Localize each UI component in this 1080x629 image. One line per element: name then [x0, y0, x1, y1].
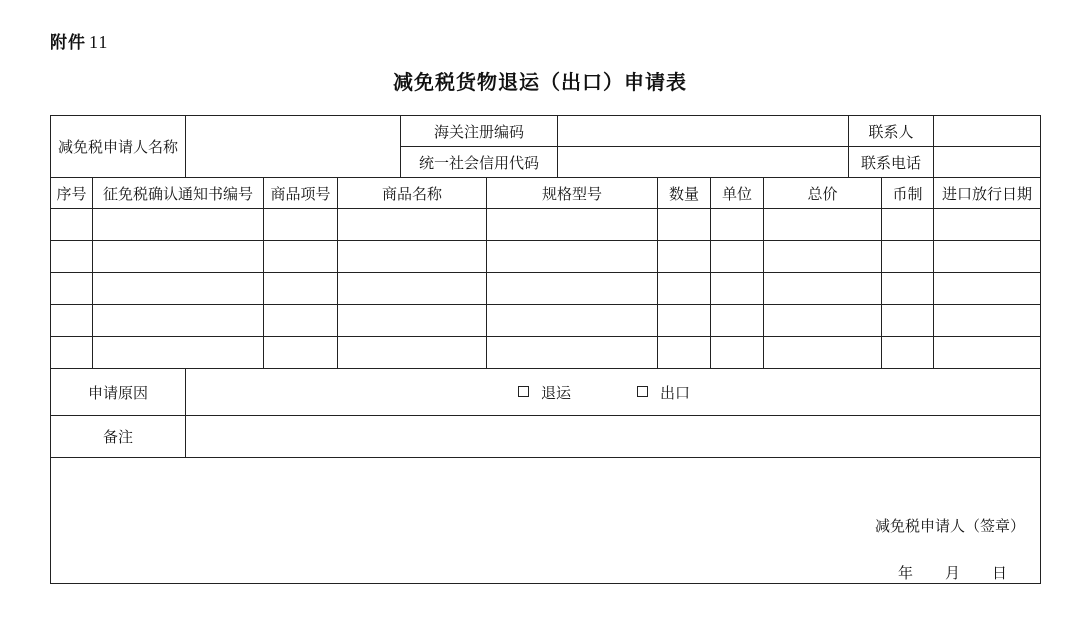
cell-seq[interactable]: [51, 209, 93, 241]
cell-item-no[interactable]: [264, 209, 338, 241]
return-option[interactable]: [518, 382, 571, 403]
cell-notice-number[interactable]: [93, 273, 264, 305]
notes-field[interactable]: [186, 416, 1041, 458]
phone-field[interactable]: [934, 147, 1041, 178]
contact-field[interactable]: [934, 116, 1041, 147]
cell-spec-model[interactable]: [487, 305, 658, 337]
cell-quantity[interactable]: [658, 337, 711, 369]
cell-item-no[interactable]: [264, 273, 338, 305]
cell-seq[interactable]: [51, 305, 93, 337]
checkbox-icon[interactable]: [518, 386, 529, 397]
credit-code-field[interactable]: [558, 147, 849, 178]
cell-seq[interactable]: [51, 337, 93, 369]
table-row: [51, 273, 1041, 305]
column-header-notice-number: 征免税确认通知书编号: [93, 178, 264, 209]
export-option[interactable]: [637, 382, 690, 403]
cell-seq[interactable]: [51, 273, 93, 305]
cell-quantity[interactable]: [658, 305, 711, 337]
cell-release-date[interactable]: [934, 337, 1041, 369]
cell-total-price[interactable]: [764, 273, 882, 305]
cell-goods-name[interactable]: [338, 241, 487, 273]
notes-label: 备注: [51, 416, 186, 458]
cell-unit[interactable]: [711, 337, 764, 369]
cell-notice-number[interactable]: [93, 337, 264, 369]
column-header-release-date: 进口放行日期: [934, 178, 1041, 209]
cell-item-no[interactable]: [264, 305, 338, 337]
cell-currency[interactable]: [882, 273, 934, 305]
date-year-label: 年: [898, 564, 914, 582]
cell-total-price[interactable]: [764, 209, 882, 241]
cell-goods-name[interactable]: [338, 337, 487, 369]
column-header-spec-model: 规格型号: [487, 178, 658, 209]
cell-unit[interactable]: [711, 305, 764, 337]
applicant-name-label: 减免税申请人名称: [51, 116, 186, 178]
cell-spec-model[interactable]: [487, 337, 658, 369]
signature-row: [51, 458, 1041, 584]
cell-total-price[interactable]: [764, 337, 882, 369]
cell-seq[interactable]: [51, 241, 93, 273]
table-row: [51, 209, 1041, 241]
phone-label: 联系电话: [849, 147, 934, 178]
reason-row: [51, 369, 1041, 416]
cell-goods-name[interactable]: [338, 273, 487, 305]
cell-quantity[interactable]: [658, 241, 711, 273]
applicant-row-1: [51, 116, 1041, 147]
checkbox-icon[interactable]: [637, 386, 648, 397]
column-header-currency: 币制: [882, 178, 934, 209]
column-header-item-no: 商品项号: [264, 178, 338, 209]
return-option-label: 退运: [541, 383, 572, 402]
attachment-label: [50, 28, 108, 53]
table-row: [51, 337, 1041, 369]
column-header-quantity: 数量: [658, 178, 711, 209]
cell-notice-number[interactable]: [93, 209, 264, 241]
notes-row: [51, 416, 1041, 458]
cell-spec-model[interactable]: [487, 241, 658, 273]
cell-total-price[interactable]: [764, 241, 882, 273]
cell-notice-number[interactable]: [93, 305, 264, 337]
table-row: [51, 305, 1041, 337]
cell-unit[interactable]: [711, 241, 764, 273]
cell-release-date[interactable]: [934, 209, 1041, 241]
customs-reg-field[interactable]: [558, 116, 849, 147]
cell-release-date[interactable]: [934, 305, 1041, 337]
cell-currency[interactable]: [882, 337, 934, 369]
cell-item-no[interactable]: [264, 337, 338, 369]
signature-area[interactable]: [51, 458, 1041, 584]
applicant-name-field[interactable]: [186, 116, 401, 178]
credit-code-label: 统一社会信用代码: [401, 147, 558, 178]
cell-quantity[interactable]: [658, 273, 711, 305]
export-option-label: 出口: [660, 383, 691, 402]
cell-spec-model[interactable]: [487, 273, 658, 305]
goods-header-row: [51, 178, 1041, 209]
signature-date: [898, 562, 1007, 583]
contact-label: 联系人: [849, 116, 934, 147]
date-day-label: 日: [992, 564, 1008, 582]
signature-label: 减免税申请人（签章）: [875, 517, 1026, 535]
reason-options: [186, 369, 1041, 416]
table-row: [51, 241, 1041, 273]
attachment-label-text: 附件: [50, 33, 86, 53]
cell-quantity[interactable]: [658, 209, 711, 241]
cell-goods-name[interactable]: [338, 209, 487, 241]
cell-goods-name[interactable]: [338, 305, 487, 337]
cell-release-date[interactable]: [934, 273, 1041, 305]
date-month-label: 月: [945, 564, 961, 582]
form-title: 减免税货物退运（出口）申请表: [393, 70, 687, 94]
cell-currency[interactable]: [882, 305, 934, 337]
attachment-number: 11: [89, 32, 109, 52]
column-header-unit: 单位: [711, 178, 764, 209]
cell-currency[interactable]: [882, 241, 934, 273]
reason-label: 申请原因: [51, 369, 186, 416]
column-header-seq: 序号: [51, 178, 93, 209]
column-header-total-price: 总价: [764, 178, 882, 209]
cell-item-no[interactable]: [264, 241, 338, 273]
cell-currency[interactable]: [882, 209, 934, 241]
cell-unit[interactable]: [711, 273, 764, 305]
cell-unit[interactable]: [711, 209, 764, 241]
cell-spec-model[interactable]: [487, 209, 658, 241]
customs-reg-label: 海关注册编码: [401, 116, 558, 147]
column-header-goods-name: 商品名称: [338, 178, 487, 209]
cell-notice-number[interactable]: [93, 241, 264, 273]
cell-total-price[interactable]: [764, 305, 882, 337]
application-form-table: [50, 115, 1041, 584]
cell-release-date[interactable]: [934, 241, 1041, 273]
